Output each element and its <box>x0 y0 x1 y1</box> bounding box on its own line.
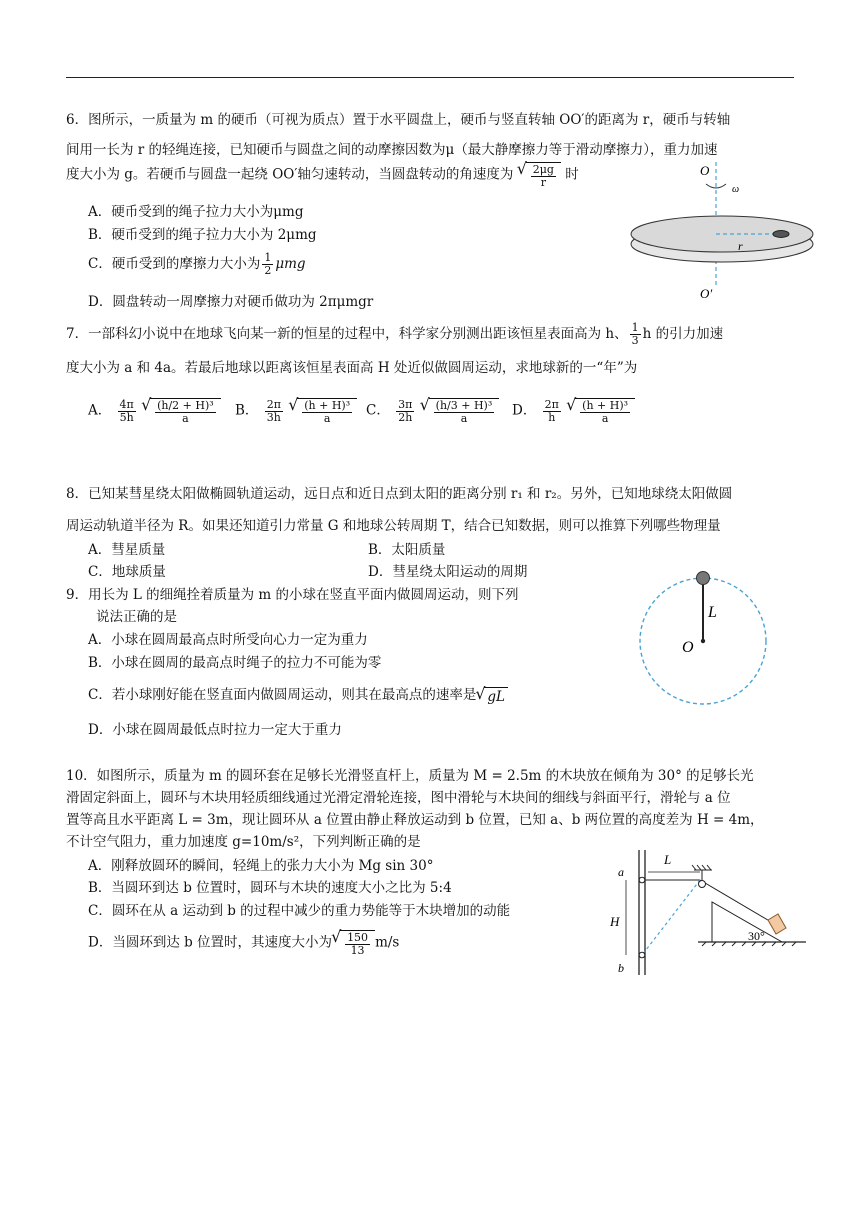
q9-fig-L: L <box>708 604 717 621</box>
q6-option-d[interactable]: D．圆盘转动一周摩擦力对硬币做功为 2πμmgr <box>88 294 374 310</box>
q7-option-b-label: B． <box>235 402 259 419</box>
q9-option-c[interactable] <box>88 683 508 705</box>
q9-fig-O: O <box>682 639 694 656</box>
q8-option-b[interactable]: B．太阳质量 <box>368 542 446 558</box>
q7-option-d-den: a <box>601 411 609 425</box>
q7-line1 <box>66 322 723 347</box>
q6-omega-den: r <box>540 175 546 189</box>
q6-fig-O: O <box>700 163 710 178</box>
q6-option-c[interactable] <box>88 252 306 277</box>
q10-line2: 滑固定斜面上，圆环与木块用轻质细线通过光滑定滑轮连接，图中滑轮与木块间的细线与斜面平行，滑轮与 a 位 <box>66 790 731 806</box>
q6-option-a[interactable]: A．硬币受到的绳子拉力大小为μmg <box>88 204 304 220</box>
q9-circle-figure <box>638 570 778 710</box>
q6-line1: 6．图所示，一质量为 m 的硬币（可视为质点）置于水平圆盘上，硬币与竖直转轴 OO′的距离为 r，硬币与转轴 <box>66 112 731 128</box>
q7-option-d-label: D． <box>512 402 537 419</box>
q7-line1-post: h 的引力加速 <box>642 326 724 342</box>
q7-option-c-den: a <box>460 411 468 425</box>
q6-option-c-den: 2 <box>264 264 272 277</box>
q8-option-d[interactable]: D．彗星绕太阳运动的周期 <box>368 564 528 580</box>
q10-fig-L: L <box>664 852 672 867</box>
q9-option-b[interactable]: B．小球在圆周的最高点时绳子的拉力不可能为零 <box>88 655 382 671</box>
q7-option-b-inner: √ (h + H)³ <box>304 399 351 412</box>
q7-option-c-label: C． <box>366 402 390 419</box>
q6-omega-formula <box>526 162 561 188</box>
q6-disk-figure <box>626 158 826 308</box>
q7-line2: 度大小为 a 和 4a。若最后地球以距离该恒星表面高 H 处近似做圆周运动，求地球新的一“年”为 <box>66 360 638 376</box>
q7-line1-den: 3 <box>631 334 639 347</box>
q8-option-a[interactable]: A．彗星质量 <box>88 542 166 558</box>
header-rule <box>66 77 794 78</box>
q7-option-b-coef-num: 2π <box>266 398 281 411</box>
q7-line1-num: 1 <box>631 321 639 335</box>
q7-option-b-den: a <box>323 411 331 425</box>
q10-option-d-den: 13 <box>350 943 365 957</box>
q6-fig-omega: ω <box>732 184 740 195</box>
q6-line3 <box>66 162 579 188</box>
q6-line2: 间用一长为 r 的轻绳连接，已知硬币与圆盘之间的动摩擦因数为μ（最大静摩擦力等于滑动摩擦力），重力加速 <box>66 142 718 158</box>
q9-line1: 9．用长为 L 的细绳拴着质量为 m 的小球在竖直平面内做圆周运动，则下列 <box>66 587 519 603</box>
q7-option-d[interactable] <box>512 398 635 424</box>
q9-option-c-text: C．若小球刚好能在竖直面内做圆周运动，则其在最高点的速率是 <box>88 687 477 703</box>
q9-option-c-sqrt: gL <box>487 688 505 705</box>
q8-option-c[interactable]: C．地球质量 <box>88 564 166 580</box>
q9-line2: 说法正确的是 <box>96 609 177 625</box>
q9-option-a[interactable]: A．小球在圆周最高点时所受向心力一定为重力 <box>88 632 368 648</box>
q7-option-a-den: a <box>182 411 189 425</box>
q10-line4: 不计空气阻力，重力加速度 g=10m/s²，下列判断正确的是 <box>66 834 421 850</box>
q6-option-c-num: 1 <box>264 251 272 265</box>
q7-option-a[interactable] <box>88 398 221 424</box>
q10-option-d-post: m/s <box>375 934 400 951</box>
q10-line3: 置等高且水平距离 L = 3m，现让圆环从 a 位置由静止释放运动到 b 位置，已知 a、b 两位置的高度差为 H = 4m， <box>66 812 764 828</box>
q10-fig-angle: 30° <box>748 929 765 943</box>
q7-option-a-label: A． <box>88 402 112 419</box>
q7-option-a-coef-num: 4π <box>119 398 134 411</box>
q10-option-a[interactable]: A．刚释放圆环的瞬间，轻绳上的张力大小为 Mg sin 30° <box>88 858 434 874</box>
q7-option-c-inner: √ (h/3 + H)³ <box>435 399 493 412</box>
q10-option-d-num: √ 150 <box>347 931 369 944</box>
q7-option-c-coef-den: 2h <box>398 410 413 424</box>
q10-option-d[interactable] <box>88 930 399 956</box>
q6-line3-text: 度大小为 g。若硬币与圆盘一起绕 OO′轴匀速转动，当圆盘转动的角速度为 <box>66 166 514 183</box>
q7-option-d-coef-num: 2π <box>544 398 559 411</box>
q7-option-a-inner: √ (h/2 + H)³ <box>157 399 214 412</box>
q7-option-b-coef-den: 3h <box>266 410 281 424</box>
q10-line1: 10．如图所示，质量为 m 的圆环套在足够长光滑竖直杆上，质量为 M = 2.5m 的木块放在倾角为 30° 的足够长光 <box>66 768 754 784</box>
q7-line1-text: 7．一部科幻小说中在地球飞向某一新的恒星的过程中，科学家分别测出距该恒星表面高为 h、 <box>66 326 628 342</box>
q10-fig-b: b <box>618 961 624 975</box>
q7-option-c-coef-num: 3π <box>398 398 413 411</box>
q8-line2: 周运动轨道半径为 R。如果还知道引力常量 G 和地球公转周期 T，结合已知数据，则可以推算下列哪些物理量 <box>66 518 721 534</box>
q6-line3-post: 时 <box>565 166 579 183</box>
q9-option-d[interactable]: D．小球在圆周最低点时拉力一定大于重力 <box>88 722 342 738</box>
q7-option-b[interactable] <box>235 398 357 424</box>
q6-option-c-post: μmg <box>275 256 306 272</box>
q8-line1: 8．已知某彗星绕太阳做椭圆轨道运动，远日点和近日点到太阳的距离分别 r₁ 和 r₂。另外，已知地球绕太阳做圆 <box>66 486 733 502</box>
q6-fig-O-prime: O′ <box>700 286 713 301</box>
q6-option-b[interactable]: B．硬币受到的绳子拉力大小为 2μmg <box>88 227 317 243</box>
q10-fig-H: H <box>610 914 620 929</box>
q7-option-d-inner: √ (h + H)³ <box>582 399 629 412</box>
q10-fig-a: a <box>618 865 624 879</box>
q6-option-c-text: C．硬币受到的摩擦力大小为 <box>88 256 261 272</box>
q6-fig-r: r <box>738 239 743 253</box>
q7-option-a-coef-den: 5h <box>119 410 134 424</box>
q10-pulley-figure <box>608 850 813 980</box>
q10-option-b[interactable]: B．当圆环到达 b 位置时，圆环与木块的速度大小之比为 5:4 <box>88 880 452 896</box>
q10-option-d-text: D．当圆环到达 b 位置时，其速度大小为 <box>88 934 333 951</box>
q10-option-c[interactable]: C．圆环在从 a 运动到 b 的过程中减少的重力势能等于木块增加的动能 <box>88 903 511 919</box>
q7-option-c[interactable] <box>366 398 499 424</box>
q7-option-d-coef-den: h <box>548 410 556 424</box>
q6-omega-num: √ 2μg <box>532 163 554 176</box>
